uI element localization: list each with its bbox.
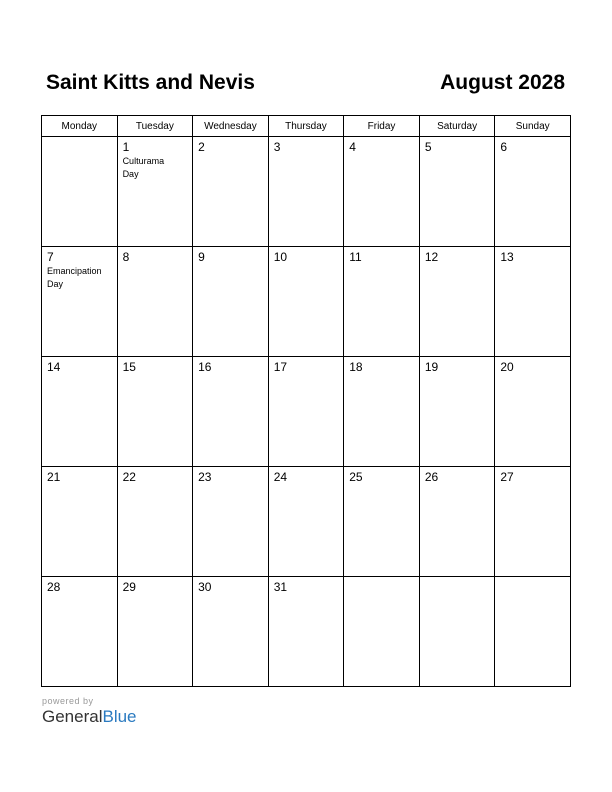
holiday-label-line: Day: [47, 279, 64, 289]
day-number: 16: [198, 360, 212, 374]
day-number: 26: [424, 470, 439, 484]
week-row: [42, 467, 571, 577]
calendar-grid: [41, 115, 571, 687]
day-number: 30: [198, 580, 212, 594]
weekday-header-row: [42, 116, 571, 137]
holiday-label-line: Day: [122, 169, 139, 179]
day-number: 25: [349, 470, 363, 484]
empty-day-cell: [495, 577, 571, 687]
day-cell: [117, 247, 193, 357]
day-cell: [344, 357, 420, 467]
day-number: 29: [122, 580, 136, 594]
day-number: 20: [500, 360, 514, 374]
week-row: [42, 577, 571, 687]
day-cell: [193, 137, 269, 247]
generalblue-logo[interactable]: [42, 707, 137, 727]
empty-day-cell: [42, 137, 118, 247]
day-cell: [495, 357, 571, 467]
day-number: 23: [198, 470, 212, 484]
brand-general-text: General: [42, 707, 103, 726]
day-cell: [495, 247, 571, 357]
day-number: 21: [47, 470, 61, 484]
day-number: 13: [500, 250, 514, 264]
weekday-header: Saturday: [419, 116, 495, 137]
day-number: 9: [198, 250, 205, 264]
day-number: 2: [198, 140, 205, 154]
day-cell: [495, 467, 571, 577]
day-cell: [117, 577, 193, 687]
powered-by-text: powered by: [42, 696, 94, 706]
day-number: 6: [500, 140, 508, 154]
day-cell: [193, 467, 269, 577]
day-cell: [117, 137, 193, 247]
day-number: 28: [47, 580, 61, 594]
weekday-header: Sunday: [495, 116, 571, 137]
holiday-label-line: Culturama: [122, 156, 165, 166]
day-number: 22: [122, 470, 136, 484]
day-number: 19: [424, 360, 439, 374]
calendar-country-title: Saint Kitts and Nevis: [46, 71, 255, 94]
day-number: 10: [273, 250, 288, 264]
weekday-header: Monday: [42, 116, 118, 137]
day-cell: [419, 467, 495, 577]
holiday-label: [47, 265, 117, 291]
day-number: 11: [349, 250, 362, 264]
day-cell: [268, 247, 344, 357]
day-cell: [117, 357, 193, 467]
day-number: 12: [424, 250, 439, 264]
day-cell: [193, 577, 269, 687]
calendar-month-title: August 2028: [440, 71, 565, 94]
day-cell: [42, 357, 118, 467]
day-cell: [268, 357, 344, 467]
day-number: 18: [349, 360, 363, 374]
day-cell: [344, 467, 420, 577]
day-cell: [117, 467, 193, 577]
day-cell: [42, 467, 118, 577]
holiday-label-line: Emancipation: [47, 266, 102, 276]
day-cell: [419, 137, 495, 247]
day-number: 15: [122, 360, 136, 374]
week-row: [42, 247, 571, 357]
weekday-header: Thursday: [268, 116, 344, 137]
empty-day-cell: [344, 577, 420, 687]
day-number: 27: [500, 470, 514, 484]
day-cell: [419, 247, 495, 357]
weekday-header: Wednesday: [193, 116, 269, 137]
footer-branding: [42, 696, 137, 727]
holiday-label: [123, 155, 193, 181]
day-number: 1: [122, 140, 130, 154]
day-number: 8: [122, 250, 130, 264]
day-cell: [268, 137, 344, 247]
day-number: 7: [47, 250, 54, 264]
day-cell: [268, 467, 344, 577]
day-number: 24: [273, 470, 288, 484]
weekday-header: Tuesday: [117, 116, 193, 137]
day-cell: [42, 577, 118, 687]
day-number: 14: [47, 360, 61, 374]
day-number: 4: [349, 140, 356, 154]
day-number: 5: [424, 140, 432, 154]
day-cell: [419, 357, 495, 467]
day-cell: [495, 137, 571, 247]
brand-blue-text: Blue: [102, 707, 137, 726]
week-row: [42, 137, 571, 247]
weekday-header: Friday: [344, 116, 420, 137]
week-row: [42, 357, 571, 467]
day-cell: [193, 357, 269, 467]
day-cell: [268, 577, 344, 687]
day-cell: [42, 247, 118, 357]
empty-day-cell: [419, 577, 495, 687]
day-number: 31: [273, 580, 288, 594]
day-cell: [193, 247, 269, 357]
day-cell: [344, 137, 420, 247]
day-cell: [344, 247, 420, 357]
day-number: 17: [273, 360, 288, 374]
day-number: 3: [273, 140, 281, 154]
